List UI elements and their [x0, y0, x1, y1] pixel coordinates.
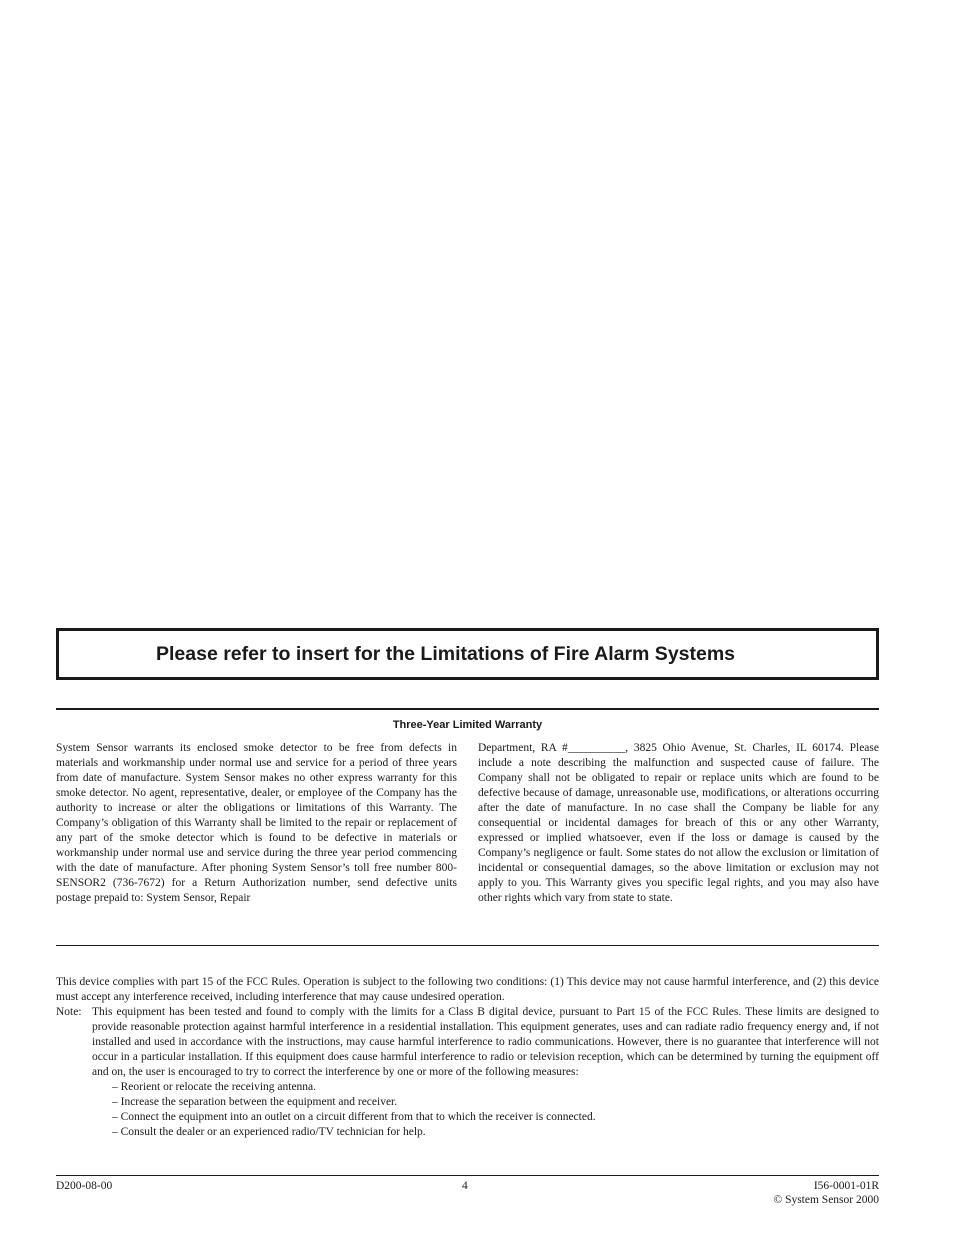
warranty-text-right: Department, RA #__________, 3825 Ohio Avenue, St. Charles, IL 60174. Please include a note describing the malfunction and suspected cause of failure. The Company shall not be obligated to repair or replace units which are found to be defective because of damage, unreasonable use, modifications, or alterations occurring after the date of manufacture. In no case shall the Company be liable for any consequential or incidental damages for breach of this or any other Warranty, expressed or implied whatsoever, even if the loss or damage is caused by the Company’s negligence or fault. Some states do not allow the exclusion or limitation of incidental or consequential damages, so the above limitation or exclusion may not apply to you. This Warranty gives you specific legal rights, and you may also have other rights which vary from state to state.	[478, 742, 879, 904]
footer-doc-code: D200-08-00	[56, 1180, 113, 1192]
list-item: – Increase the separation between the equipment and receiver.	[112, 1096, 398, 1108]
fcc-note	[56, 1005, 879, 1080]
limitations-notice-text: Please refer to insert for the Limitations of Fire Alarm Systems	[156, 642, 736, 665]
fcc-statement: This device complies with part 15 of the FCC Rules. Operation is subject to the following two conditions: (1) This device may not cause harmful interference, and (2) this device must accept any interference received, including interference that may cause undesired operation.	[56, 976, 879, 1003]
footer-copyright: © System Sensor 2000	[773, 1194, 879, 1206]
footer-rule	[56, 1175, 879, 1176]
fcc-measures-list	[56, 1080, 879, 1140]
list-item: – Consult the dealer or an experienced radio/TV technician for help.	[112, 1126, 426, 1138]
warranty-bottom-rule	[56, 945, 879, 946]
fcc-section	[56, 975, 879, 1140]
warranty-text-left: System Sensor warrants its enclosed smoke detector to be free from defects in materials and workmanship under normal use and service for a period of three years from date of manufacture. System Sensor makes no other express warranty for this smoke detector. No agent, representative, dealer, or employee of the Company has the authority to increase or alter the obligations or limitations of this Warranty. The Company’s obligation of this Warranty shall be limited to the repair or replacement of any part of the smoke detector which is found to be defective in materials or workmanship under normal use and service during the three year period commencing with the date of manufacture. After phoning System Sensor’s toll free number 800-SENSOR2 (736-7672) for a Return Authorization number, send defective units postage prepaid to: System Sensor, Repair	[56, 742, 457, 904]
footer-part-number: I56-0001-01R	[813, 1180, 879, 1192]
warranty-title: Three-Year Limited Warranty	[392, 719, 543, 731]
footer-page-number: 4	[462, 1180, 468, 1192]
limitations-notice-box	[56, 628, 879, 680]
list-item: – Reorient or relocate the receiving antenna.	[112, 1081, 317, 1093]
list-item: – Connect the equipment into an outlet on a circuit different from that to which the receiver is connected.	[112, 1111, 596, 1123]
warranty-top-rule	[56, 708, 879, 710]
footer-right-block	[773, 1179, 879, 1207]
fcc-note-label: Note:	[56, 1006, 82, 1018]
fcc-note-text: This equipment has been tested and found to comply with the limits for a Class B digital device, pursuant to Part 15 of the FCC Rules. These limits are designed to provide reasonable protection against harmful interference in a residential installation. This equipment generates, uses and can radiate radio frequency energy and, if not installed and used in accordance with the instructions, may cause harmful interference to radio communications. However, there is no guarantee that interference will not occur in a particular installation. If this equipment does cause harmful interference to radio or television reception, which can be determined by turning the equipment off and on, the user is encouraged to try to correct the interference by one or more of the following measures:	[92, 1006, 879, 1078]
